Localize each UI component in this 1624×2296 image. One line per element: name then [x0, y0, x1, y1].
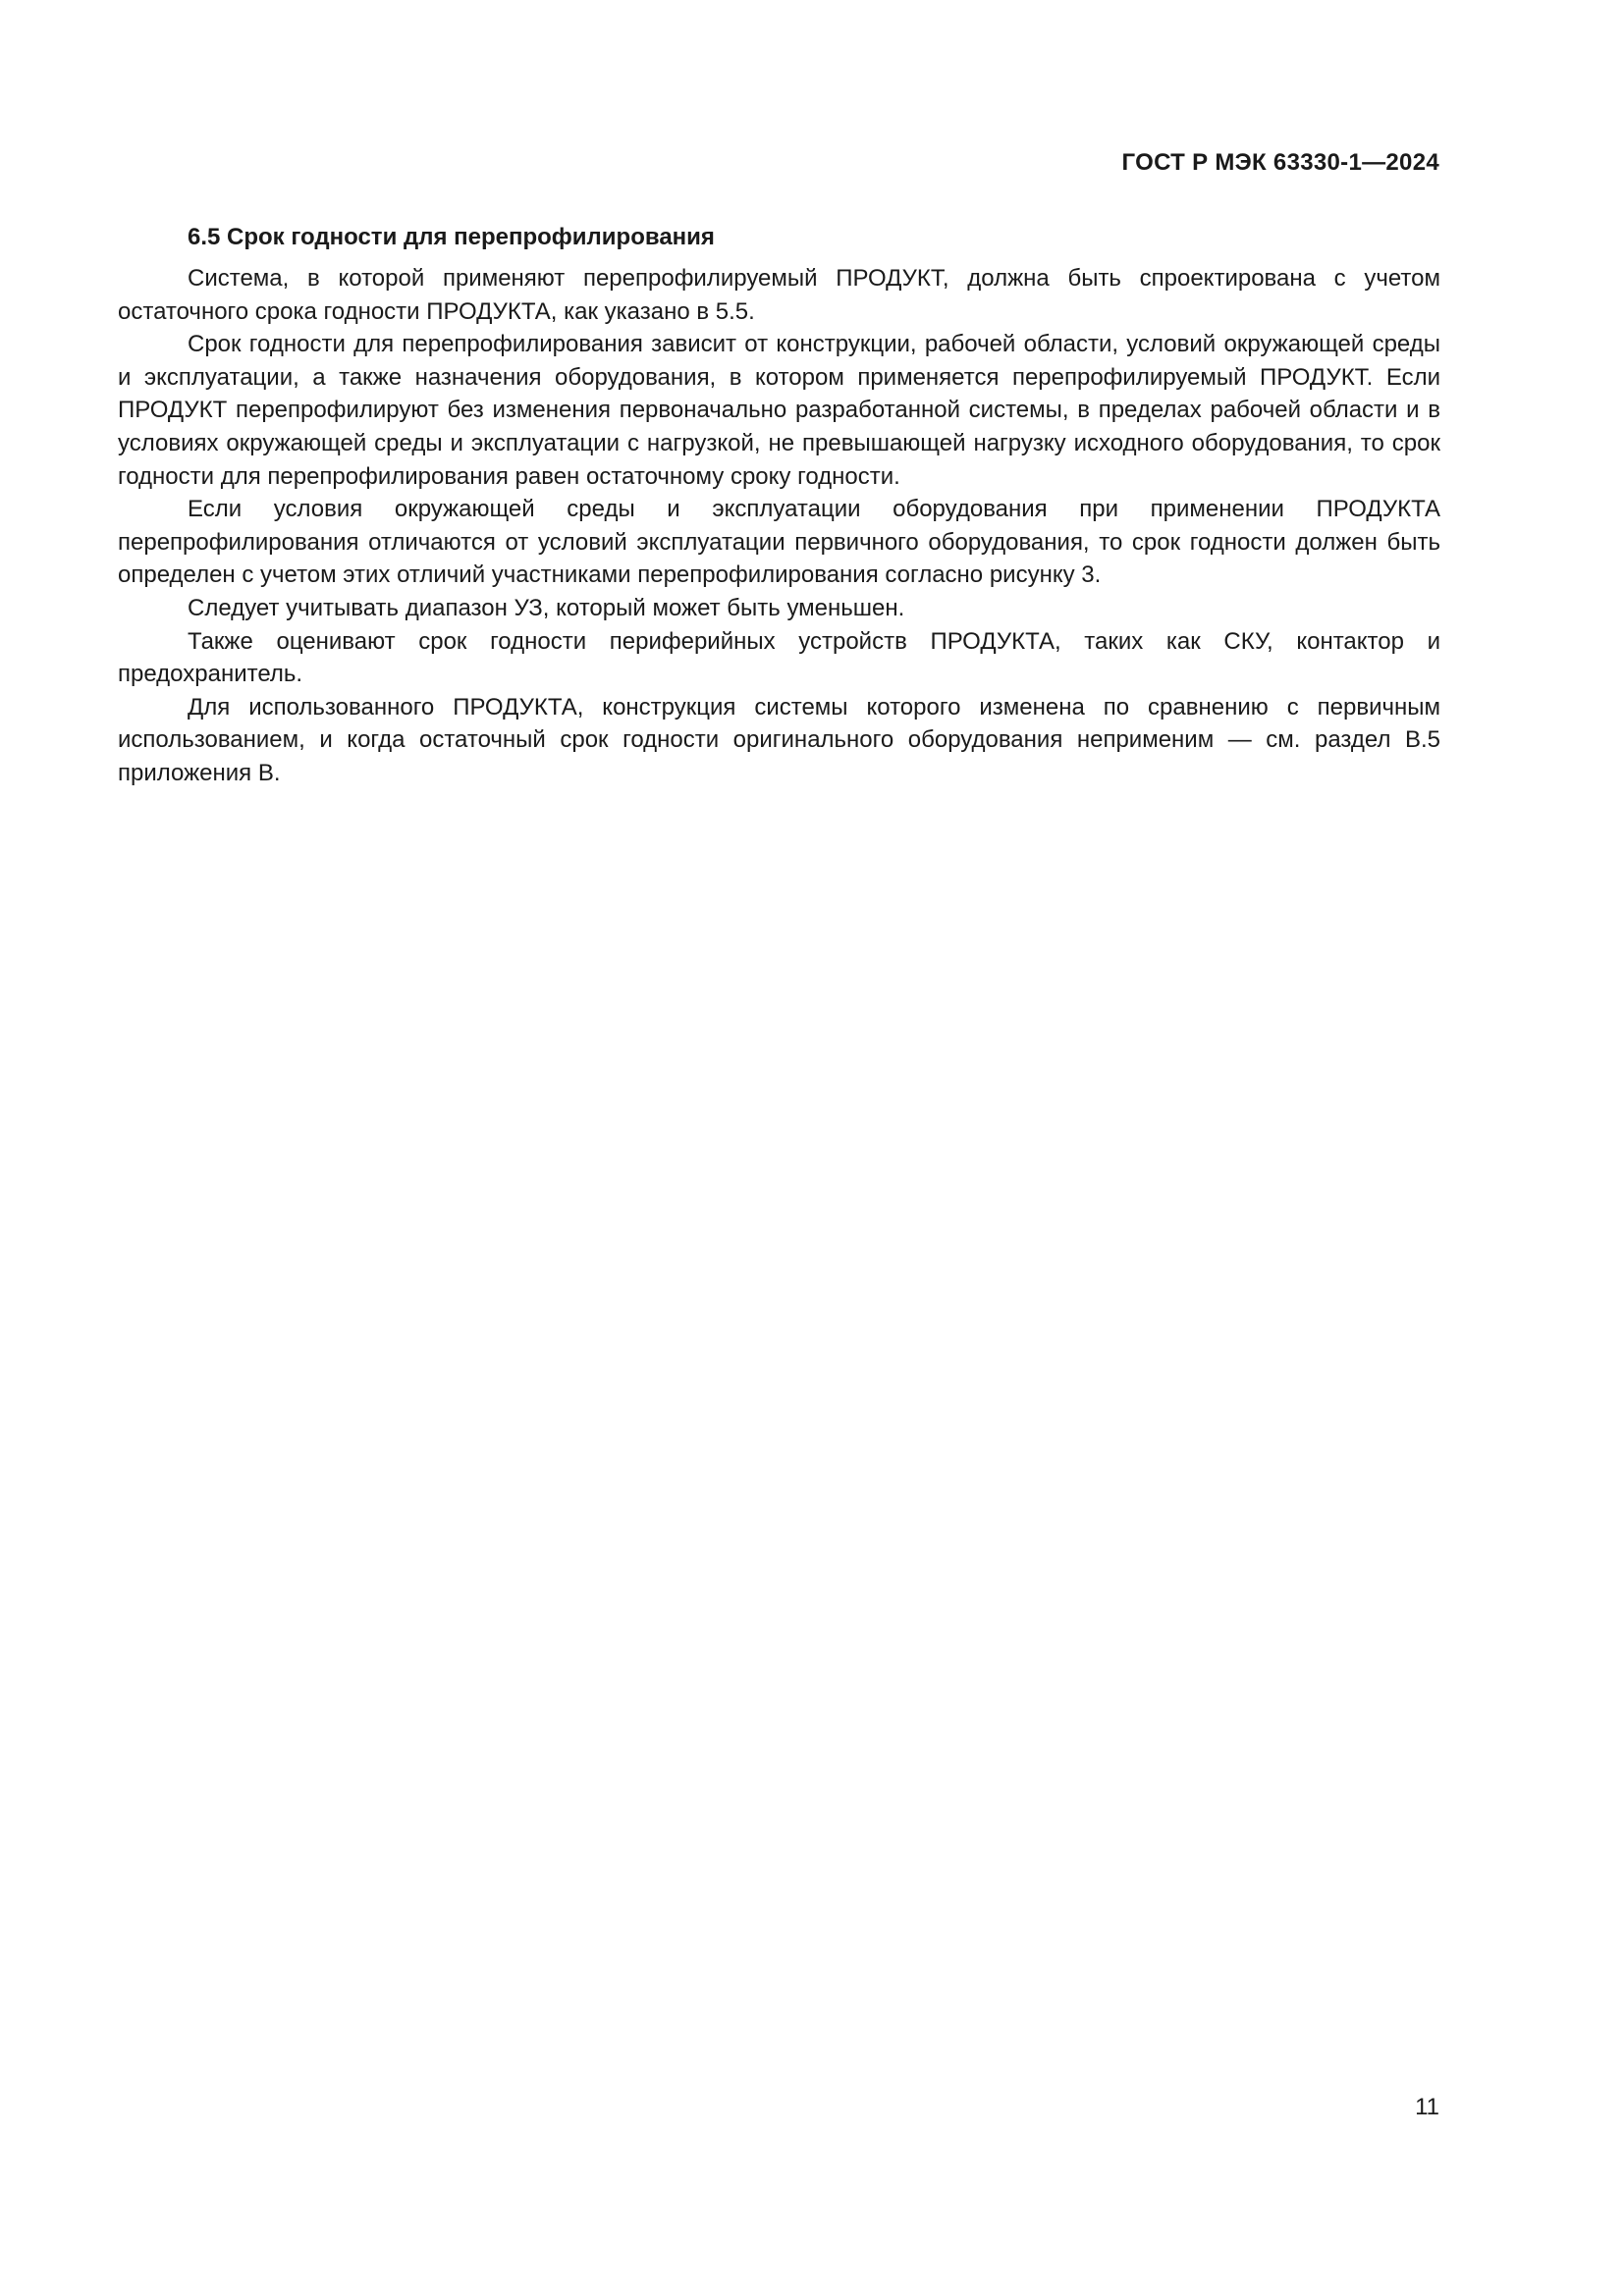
paragraph-peripheral-devices: Также оценивают срок годности периферийных устройств ПРОДУКТА, таких как СКУ, контактор и предохранитель.	[118, 627, 1440, 688]
section-heading: 6.5 Срок годности для перепрофилирования	[188, 224, 715, 250]
page-number: 11	[1415, 2094, 1439, 2120]
paragraph-different-conditions: Если условия окружающей среды и эксплуатации оборудования при применении ПРОДУКТА перепрофилирования отличаются от условий эксплуатации первичного оборудования, то срок годности должен быть определен с учетом этих отличий участниками перепрофилирования согласно рисунку 3.	[118, 496, 1440, 589]
standard-id-header: ГОСТ Р МЭК 63330-1—2024	[1121, 149, 1439, 176]
paragraph-range-reduction: Следует учитывать диапазон УЗ, который может быть уменьшен.	[188, 594, 905, 621]
paragraph-modified-system: Для использованного ПРОДУКТА, конструкция системы которого изменена по сравнению с первичным использованием, и когда остаточный срок годности оригинального оборудования неприменим — см. раздел B.5 приложения B.	[118, 693, 1440, 786]
section-content	[118, 221, 1440, 790]
paragraph-system-design: Система, в которой применяют перепрофилируемый ПРОДУКТ, должна быть спроектирована с учетом остаточного срока годности ПРОДУКТА, как указано в 5.5.	[118, 265, 1440, 325]
paragraph-lifetime-dependency: Срок годности для перепрофилирования зависит от конструкции, рабочей области, условий окружающей среды и эксплуатации, а также назначения оборудования, в котором применяется перепрофилируемый ПРОДУКТ. Если ПРОДУКТ перепрофилируют без изменения первоначально разработанной системы, в пределах рабочей области и в условиях окружающей среды и эксплуатации с нагрузкой, не превышающей нагрузку исходного оборудования, то срок годности для перепрофилирования равен остаточному сроку годности.	[118, 331, 1440, 490]
